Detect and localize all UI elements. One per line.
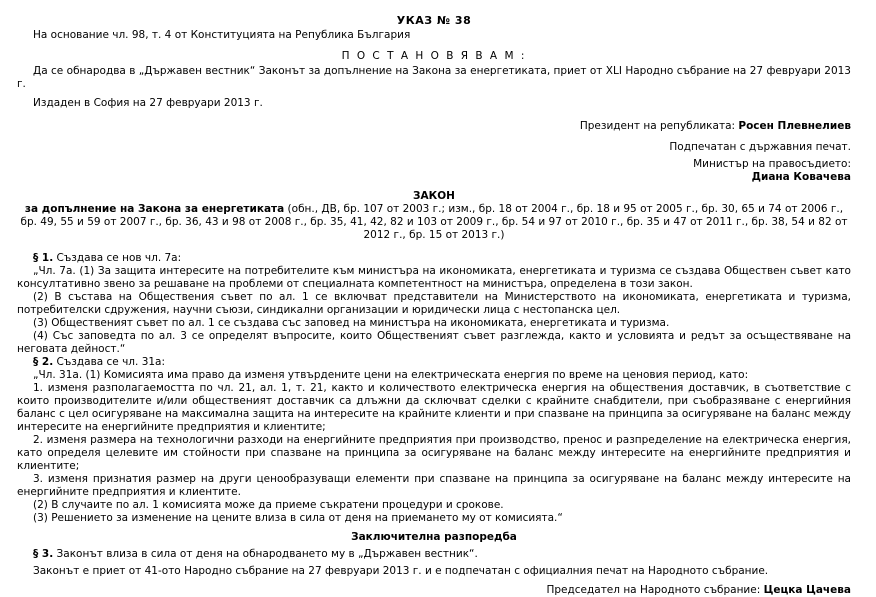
art31a-item-1: 1. изменя разполагаемостта по чл. 21, ал. 1, т. 21, както и количеството електрическа енергия на обществения доставчик, в съответствие с които производителите и/или общественият доставчик са длъжни да сключват сделки с крайните снабдители, при съобразяване с енергийния баланс с цел осигуряване на максимална защита на интересите на крайните клиенти и при спазване на принципа за осигуряване на баланс между интересите на енергийните предприятия и клиентите;: [17, 382, 851, 433]
chair-signature: [17, 584, 851, 597]
art7a-para-3: (3) Общественият съвет по ал. 1 се създава със заповед на министъра на икономиката, енергетиката и туризма.: [33, 317, 670, 329]
art7a-para-1: „Чл. 7а. (1) За защита интересите на потребителите към министъра на икономиката, енергетиката и туризма се създава Обществен съвет като консултативно звено за решаване на проблеми от специалната компетентност на министъра, определена в този закон.: [17, 265, 851, 290]
law-subtitle-rest: (обн., ДВ, бр. 107 от 2003 г.; изм., бр. 18 от 2004 г., бр. 18 и 95 от 2005 г., бр. 30, 65 и 74 от 2006 г., бр. 49, 55 и 59 от 2007 г., бр. 36, 43 и 98 от 2008 г., бр. 35, 41, 42, 82 и 103 от 2009 г., бр. 54 и 97 от 2010 г., бр. 35 и 47 от 2011 г., бр. 38, 54 и 82 от 2012 г., бр. 15 от 2013 г.): [20, 203, 848, 241]
section-3-label: § 3.: [33, 548, 54, 560]
art7a-para-2: (2) В състава на Обществения съвет по ал. 1 се включват представители на Министерството на икономиката, енергетиката и туризма, потребителски сдружения, научни съюзи, синдикални организации и юридически лица с нестопанска цел.: [17, 291, 851, 316]
law-adopted: Законът е приет от 41-ото Народно събрание на 27 февруари 2013 г. и е подпечатан с официалния печат на Народното събрание.: [33, 565, 769, 577]
decree-promulgation: Да се обнародва в „Държавен вестник“ Законът за допълнение на Закона за енергетиката, приет от XLI Народно събрание на 27 февруари 2013 г.: [17, 65, 851, 90]
chair-label: Председател на Народното събрание:: [546, 584, 764, 596]
decree-resolve: П О С Т А Н О В Я В А М :: [341, 50, 527, 62]
art31a-item-3: 3. изменя признатия размер на други ценообразуващи елементи при спазване на принципа за осигуряване на баланс между интересите на енергийните предприятия и клиентите.: [17, 473, 851, 498]
art31a-para-1: „Чл. 31а. (1) Комисията има право да изменя утвърдените цени на електрическата енергия по време на ценовия период, като:: [33, 369, 749, 381]
chair-name: Цецка Цачева: [763, 584, 851, 596]
section-2-text: Създава се чл. 31а:: [53, 356, 166, 368]
art31a-para-2: (2) В случаите по ал. 1 комисията може да приеме съкратени процедури и срокове.: [33, 499, 504, 511]
law-subtitle-bold: за допълнение на Закона за енергетиката: [24, 203, 285, 215]
minister-name: Диана Ковачева: [751, 171, 851, 183]
section-1: [17, 252, 851, 265]
decree-title: УКАЗ № 38: [396, 14, 472, 27]
law-subtitle: [17, 203, 851, 242]
president-name: Росен Плевнелиев: [738, 120, 851, 132]
final-provision-title: Заключителна разпоредба: [351, 531, 517, 543]
president-signature: [17, 120, 851, 133]
law-title: ЗАКОН: [413, 190, 455, 202]
section-2: [17, 356, 851, 369]
art31a-para-3: (3) Решението за изменение на цените влиза в сила от деня на приемането му от комисията.“: [33, 512, 563, 524]
section-2-label: § 2.: [33, 356, 54, 368]
president-label: Президент на републиката:: [579, 120, 739, 132]
document-page: [17, 14, 851, 597]
section-3-text: Законът влиза в сила от деня на обнародването му в „Държавен вестник“.: [53, 548, 478, 560]
sealed-note: Подпечатан с държавния печат.: [669, 141, 851, 153]
decree-issued: Издаден в София на 27 февруари 2013 г.: [33, 97, 263, 109]
art7a-para-4: (4) Със заповедта по ал. 3 се определят въпросите, които Общественият съвет разглежда, както и условията и редът за осъществяване на неговата дейност.“: [17, 330, 851, 355]
decree-basis: На основание чл. 98, т. 4 от Конституцията на Република България: [33, 29, 411, 41]
section-3: [17, 548, 851, 561]
section-1-label: § 1.: [33, 252, 54, 264]
section-1-text: Създава се нов чл. 7а:: [53, 252, 182, 264]
minister-label: Министър на правосъдието:: [693, 158, 851, 170]
art31a-item-2: 2. изменя размера на технологични разходи на енергийните предприятия при производство, пренос и разпределение на електрическа енергия, като определя целевите им стойности при спазване на принципа за осигуряване на баланс между интересите на енергийните предприятия и клиентите;: [17, 434, 851, 472]
